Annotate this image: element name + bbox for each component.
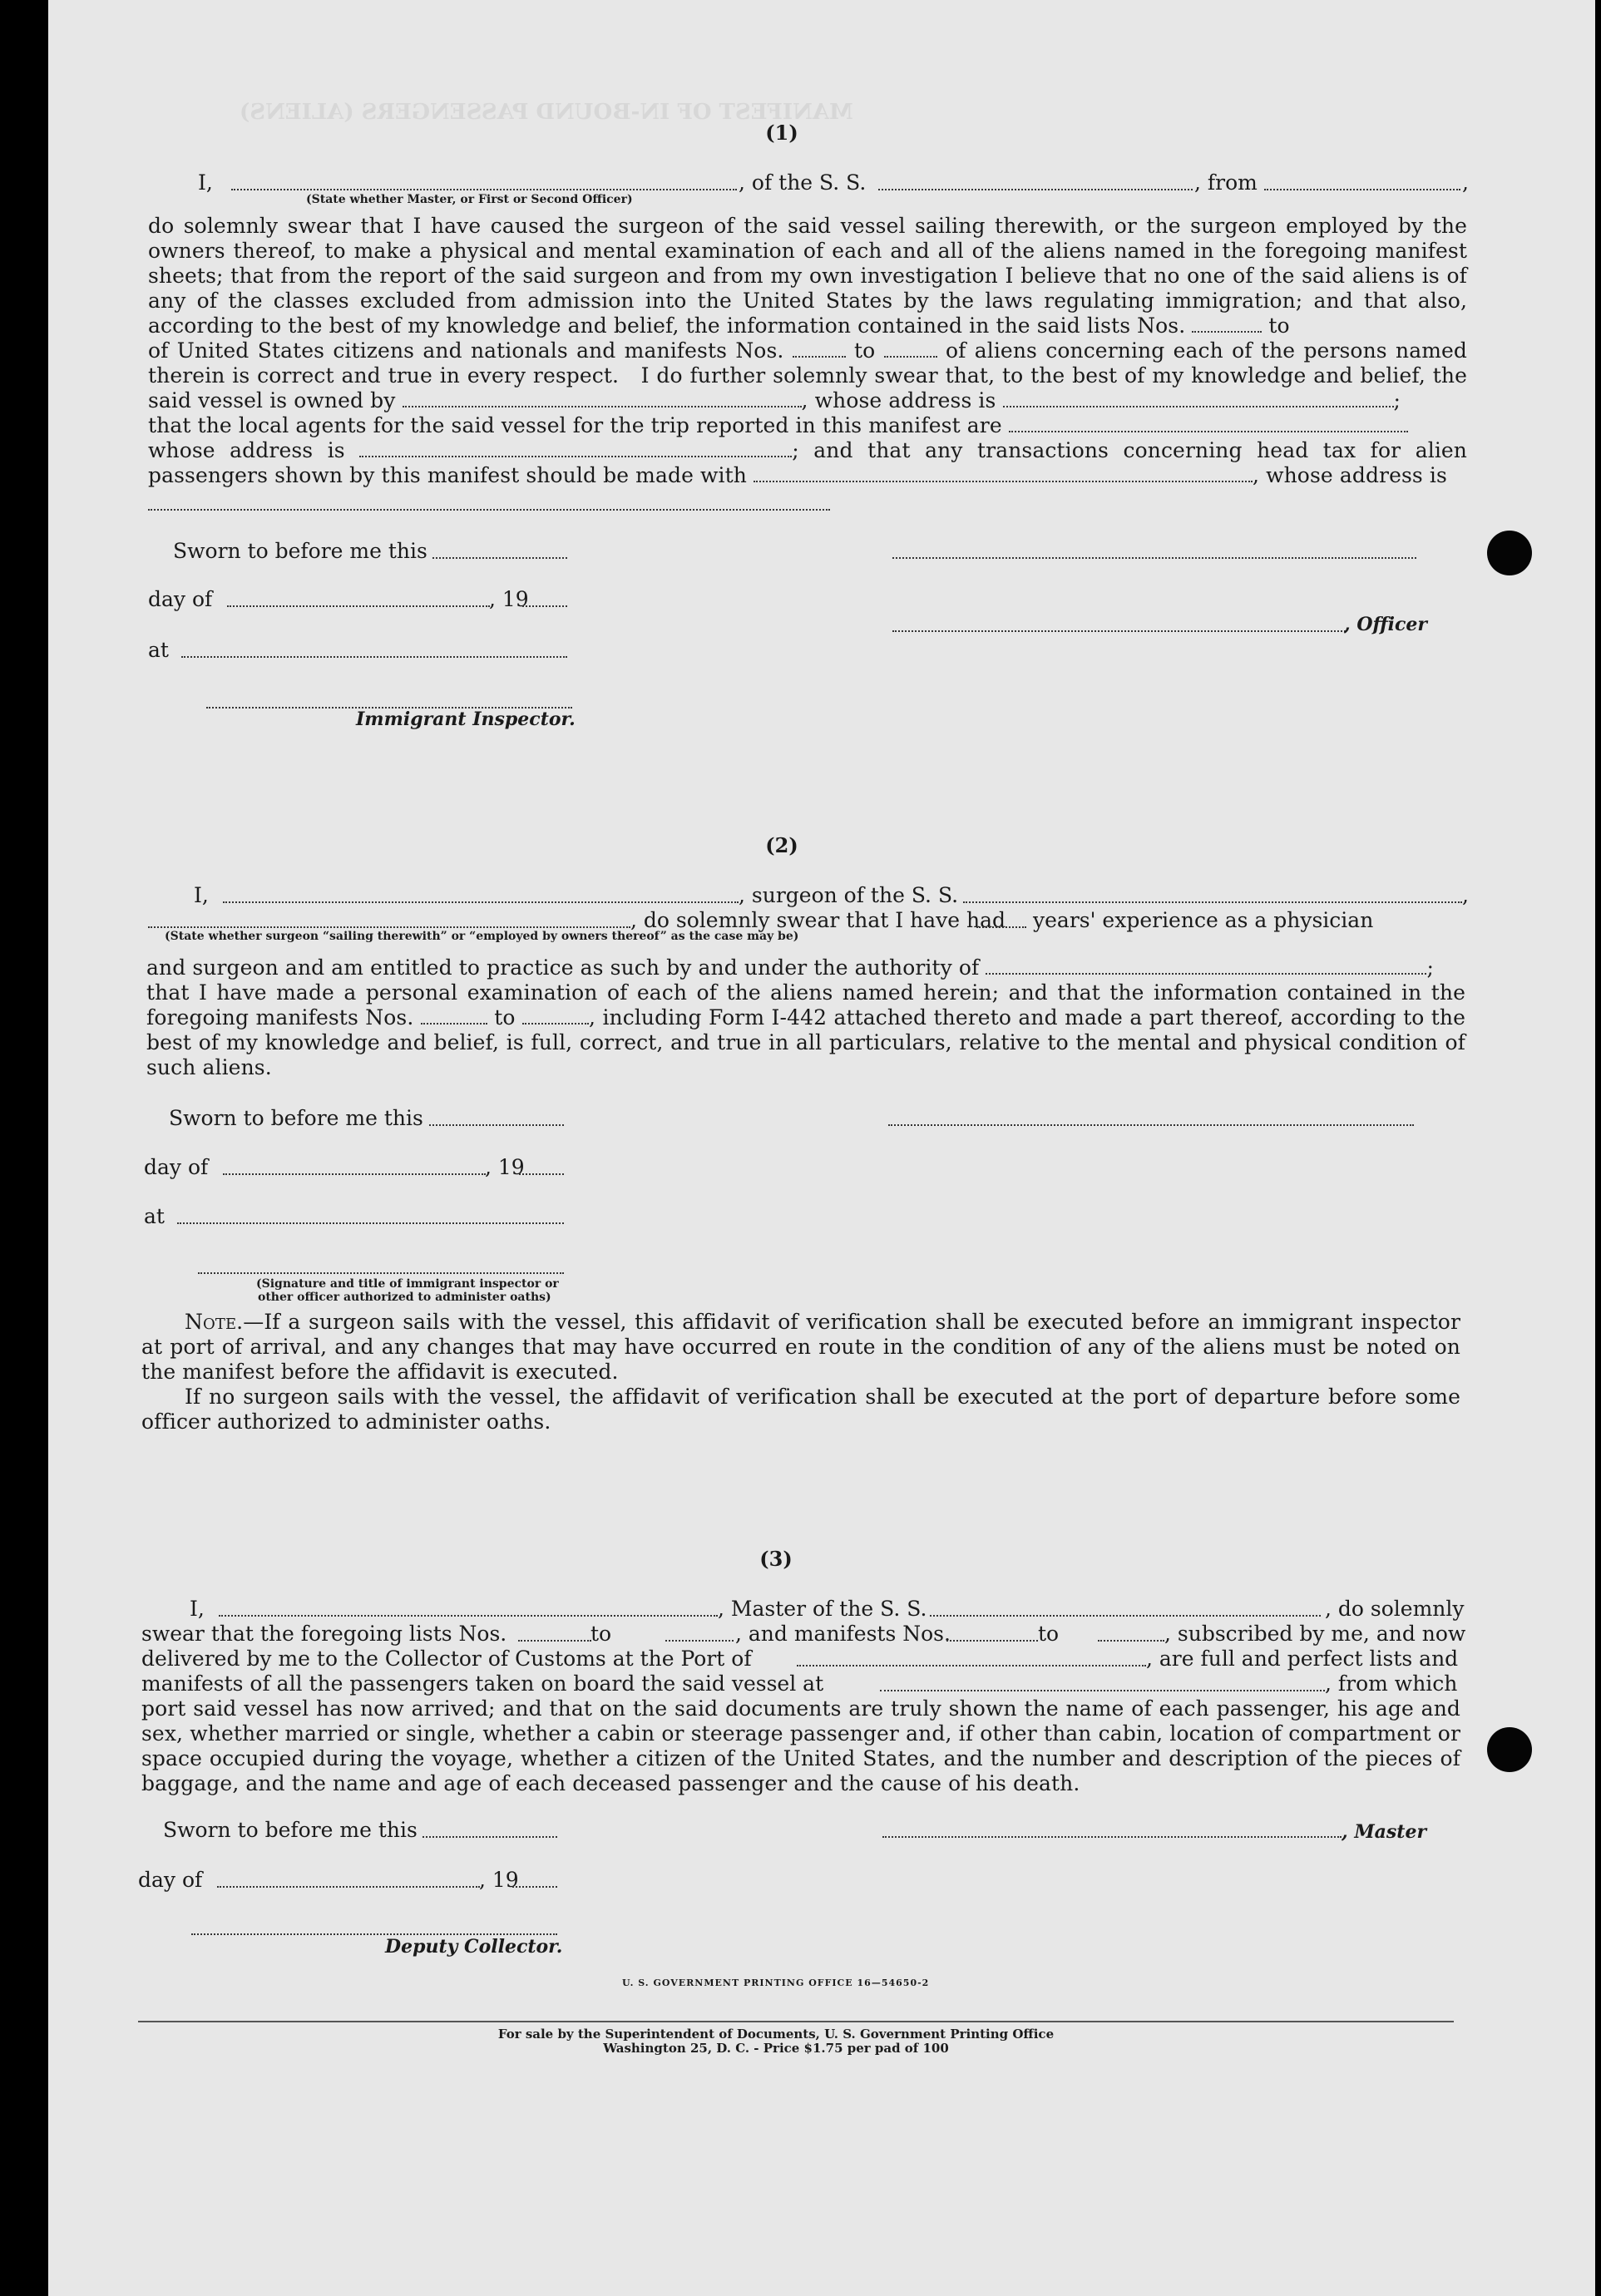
s1-vessel-name-field[interactable] bbox=[878, 189, 1193, 190]
s3-master-name-field[interactable] bbox=[219, 1615, 718, 1617]
s3-month-field[interactable] bbox=[217, 1886, 480, 1888]
s2-surgeon-subnote: (State whether surgeon “sailing therewith” or “employed by owners thereof” as the case may be) bbox=[165, 930, 799, 943]
s3-full-perfect-label: , are full and perfect lists and bbox=[1146, 1647, 1459, 1671]
s1-year-label: , 19 bbox=[489, 587, 529, 611]
s3-vessel-name-field[interactable] bbox=[930, 1615, 1321, 1617]
s2-authority-field[interactable] bbox=[986, 958, 1426, 975]
s1-from-port-field[interactable] bbox=[1264, 189, 1460, 190]
s1-sworn-label: Sworn to before me this bbox=[173, 539, 427, 563]
s3-subscribed-label: , subscribed by me, and now bbox=[1164, 1622, 1466, 1646]
s2-years-exp-label: years' experience as a physician bbox=[1033, 908, 1374, 932]
s2-manifests-to-field[interactable] bbox=[522, 1008, 589, 1025]
s3-lists-to-field[interactable] bbox=[665, 1640, 734, 1642]
s3-i-label: I, bbox=[190, 1597, 205, 1621]
s1-sworn-day-field[interactable] bbox=[432, 557, 567, 559]
s2-vessel-name-field[interactable] bbox=[963, 901, 1462, 903]
footer-price-line: Washington 25, D. C. - Price $1.75 per pad of 100 bbox=[603, 2041, 949, 2056]
s2-surgeon-of-label: , surgeon of the S. S. bbox=[739, 883, 959, 907]
s2-sworn-day-field[interactable] bbox=[429, 1124, 564, 1126]
s1-year-field[interactable] bbox=[522, 605, 567, 607]
s2-years-field[interactable] bbox=[976, 926, 1026, 928]
s3-boarded-at-field[interactable] bbox=[880, 1690, 1325, 1691]
s1-i-label: I, bbox=[198, 170, 213, 195]
s1-head-tax-party-field[interactable] bbox=[754, 466, 1253, 482]
punch-hole-lower bbox=[1487, 1727, 1532, 1772]
s2-day-of-label: day of bbox=[144, 1155, 209, 1179]
s2-manifests-from-field[interactable] bbox=[421, 1008, 487, 1025]
footer-rule bbox=[138, 2021, 1454, 2022]
s3-day-of-label: day of bbox=[138, 1868, 203, 1892]
section-2-oath-text: and surgeon and am entitled to practice as such by and under the authority of ; that I have made a personal examination of each of the aliens named herein; and that the information contained in the foregoing manifests Nos. to , including Form I-442 attached thereto and made a part thereof, according to the best of my knowledge and belief, is full, correct, and true in all particulars, relative to the mental and physical condition of such aliens. bbox=[146, 955, 1466, 1079]
s2-inspector-signature-line[interactable] bbox=[198, 1272, 564, 1274]
s3-swear-lists-label: swear that the foregoing lists Nos. bbox=[141, 1622, 507, 1646]
bleed-through-text: MANIFEST OF IN-BOUND PASSENGERS (ALIENS) bbox=[240, 100, 853, 125]
s1-agents-address-field[interactable] bbox=[359, 441, 792, 457]
s2-year-label: , 19 bbox=[485, 1155, 525, 1179]
s1-from-label: , from bbox=[1194, 170, 1258, 195]
s3-master-signature-line[interactable] bbox=[882, 1836, 1342, 1838]
section-3-number: (3) bbox=[759, 1547, 793, 1571]
s1-officer-label: , Officer bbox=[1344, 614, 1428, 635]
s3-master-of-label: , Master of the S. S. bbox=[718, 1597, 927, 1621]
s1-lists-from-field[interactable] bbox=[1192, 316, 1262, 333]
s2-signature-note-1: (Signature and title of immigrant inspector or bbox=[256, 1277, 559, 1291]
punch-hole-upper bbox=[1487, 531, 1532, 575]
s1-manifests-from-field[interactable] bbox=[793, 341, 846, 358]
s3-year-field[interactable] bbox=[512, 1886, 557, 1888]
form-paper bbox=[48, 0, 1595, 2296]
s3-deputy-signature-line[interactable] bbox=[191, 1933, 557, 1935]
s3-from-which-label: , from which bbox=[1325, 1671, 1458, 1696]
section-2-note-text: Note.—If a surgeon sails with the vessel, this affidavit of verification shall be executed before an immigrant inspector at port of arrival, and any changes that may have occurred en route in the condition of any of the aliens must be noted on the manifest before the affidavit is executed. If no surgeon sails with the vessel, the affidavit of verification shall be executed at the port of departure before some officer authorized to administer oaths. bbox=[141, 1310, 1460, 1434]
s2-sworn-label: Sworn to before me this bbox=[169, 1106, 423, 1130]
s1-at-label: at bbox=[148, 638, 169, 662]
s1-officer-subnote: (State whether Master, or First or Second Officer) bbox=[306, 193, 633, 206]
s2-at-label: at bbox=[144, 1204, 165, 1228]
s1-day-of-label: day of bbox=[148, 587, 213, 611]
s3-do-solemnly-label: , do solemnly bbox=[1325, 1597, 1465, 1621]
s3-deputy-label: Deputy Collector. bbox=[385, 1936, 563, 1958]
s1-at-place-field[interactable] bbox=[181, 656, 567, 658]
s1-owner-address-field[interactable] bbox=[1003, 391, 1394, 407]
s3-lists-from-field[interactable] bbox=[518, 1640, 591, 1642]
s2-year-field[interactable] bbox=[519, 1173, 564, 1175]
s1-officer-signature-line-2[interactable] bbox=[892, 630, 1346, 632]
s1-local-agents-field[interactable] bbox=[1009, 416, 1408, 432]
s3-delivered-label: delivered by me to the Collector of Customs at the Port of bbox=[141, 1647, 752, 1671]
footer-sale-line: For sale by the Superintendent of Documents, U. S. Government Printing Office bbox=[497, 2027, 1055, 2042]
section-2-number: (2) bbox=[765, 833, 798, 857]
s3-manifests-to-field[interactable] bbox=[1098, 1640, 1164, 1642]
s3-master-label: , Master bbox=[1342, 1821, 1427, 1843]
s1-owner-field[interactable] bbox=[403, 391, 802, 407]
s1-officer-name-field[interactable] bbox=[231, 189, 737, 190]
s2-trail-comma: , bbox=[1462, 883, 1469, 907]
section-1-number: (1) bbox=[765, 121, 798, 145]
s2-surgeon-name-field[interactable] bbox=[223, 901, 739, 903]
s2-at-place-field[interactable] bbox=[177, 1222, 564, 1224]
s3-to-label-1: to bbox=[590, 1622, 612, 1646]
s2-surgeon-signature-line[interactable] bbox=[888, 1124, 1414, 1126]
s3-manifests-from-field[interactable] bbox=[946, 1640, 1038, 1642]
s2-signature-note-2: other officer authorized to administer oaths) bbox=[258, 1291, 551, 1304]
s3-and-manifests-label: , and manifests Nos. bbox=[735, 1622, 951, 1646]
s1-trail-comma: , bbox=[1462, 170, 1469, 195]
s1-head-tax-address-field[interactable] bbox=[148, 509, 830, 511]
s3-port-field[interactable] bbox=[797, 1665, 1146, 1666]
s1-inspector-label: Immigrant Inspector. bbox=[356, 709, 576, 730]
s2-do-swear-label: , do solemnly swear that I have had bbox=[630, 908, 1006, 932]
s1-officer-signature-line-1[interactable] bbox=[892, 557, 1416, 559]
s3-sworn-day-field[interactable] bbox=[422, 1836, 557, 1838]
s2-month-field[interactable] bbox=[223, 1173, 486, 1175]
s3-manifests-of-label: manifests of all the passengers taken on board the said vessel at bbox=[141, 1671, 824, 1696]
s2-i-label: I, bbox=[194, 883, 209, 907]
section-1-oath-text: do solemnly swear that I have caused the surgeon of the said vessel sailing therewith, or the surgeon employed by the owners thereof, to make a physical and mental examination of each and all of the aliens named in the foregoing manifest sheets; that from the report of the said surgeon and from my own investigation I believe that no one of the said aliens is of any of the classes excluded from admission into the United States by the laws regulating immigration; and that also, according to the best of my knowledge and belief, the information contained in the said lists Nos. to of United States citizens and nationals and manifests Nos. to of aliens concerning each of the persons named therein is correct and true in every respect. I do further solemnly swear that, to the best of my knowledge and belief, the said vessel is owned by , whose address is ; that the local agents for the said vessel for the trip reported in this manifest are whose address is ; and that any transactions concerning head tax for alien passengers shown by this manifest should be made with , whose address is bbox=[148, 214, 1468, 487]
s1-manifests-to-field[interactable] bbox=[884, 341, 937, 358]
s1-month-field[interactable] bbox=[227, 605, 490, 607]
printer-line: U. S. GOVERNMENT PRINTING OFFICE 16—54650-2 bbox=[622, 1978, 930, 1988]
s3-to-label-2: to bbox=[1038, 1622, 1060, 1646]
s2-surgeon-type-field[interactable] bbox=[148, 926, 630, 928]
s1-of-ss-label: , of the S. S. bbox=[739, 170, 867, 195]
s3-year-label: , 19 bbox=[479, 1868, 519, 1892]
s3-sworn-label: Sworn to before me this bbox=[163, 1818, 418, 1842]
section-3-oath-text: port said vessel has now arrived; and that on the said documents are truly shown the name of each passenger, his age and sex, whether married or single, whether a cabin or steerage passenger and, if other than cabin, location of compartment or space occupied during the voyage, whether a citizen of the United States, and the number and description of the pieces of baggage, and the name and age of each deceased passenger and the cause of his death. bbox=[141, 1696, 1460, 1795]
